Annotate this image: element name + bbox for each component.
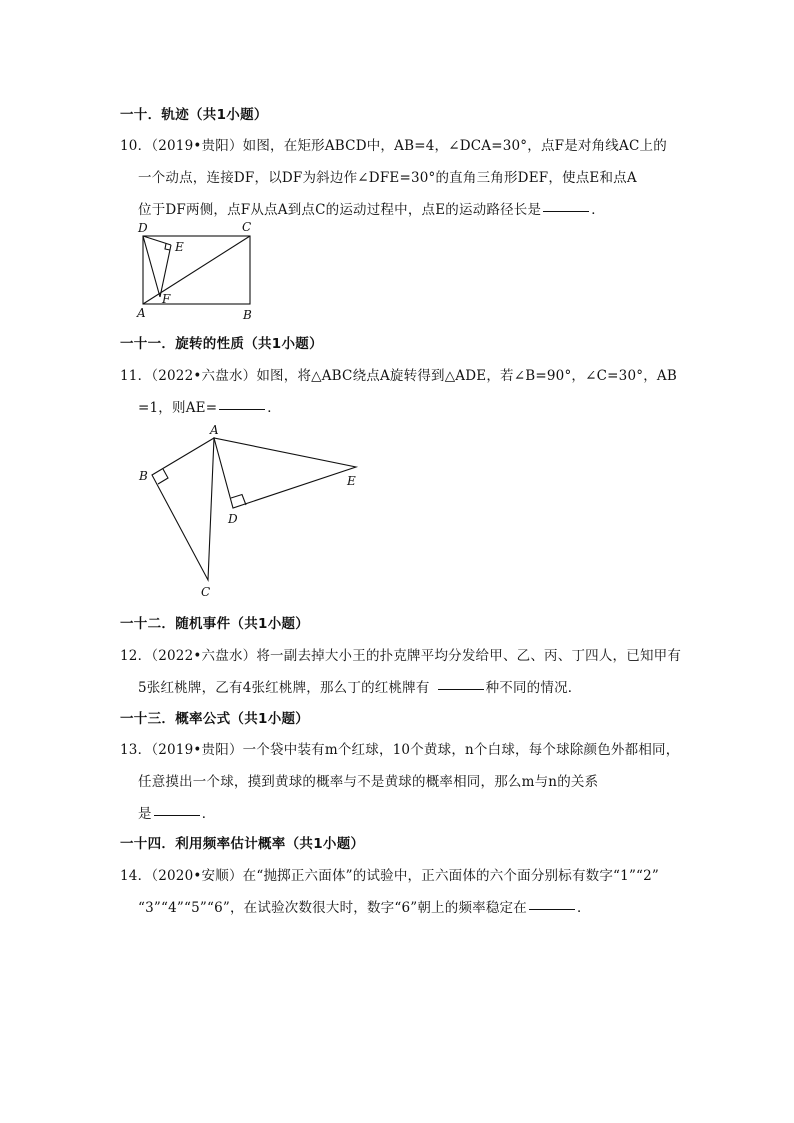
right-angle-mark-b [158,469,168,484]
answer-blank-12[interactable] [438,688,484,690]
question-11-line-2-end: ． [267,400,281,416]
label-c: C [242,220,252,234]
question-10-line-3-text: 位于DF两侧，点F从点A到点C的运动过程中，点E的运动路径长是 [138,202,542,218]
section-title-trajectory: 一十．轨迹（共1小题） [120,107,268,123]
section-title-random-event: 一十二．随机事件（共1小题） [120,616,310,632]
segment-df [143,236,160,297]
question-13-line-3-text: 是 [138,806,152,822]
label-d2: D [228,512,238,526]
label-b: B [243,308,252,322]
label-b2: B [139,469,148,483]
label-e2: E [347,474,356,488]
question-13-line-1: 13．（2019•贵阳）一个袋中装有m个红球，10个黄球，n个白球，每个球除颜色外都相同， [120,742,680,758]
answer-blank-13[interactable] [154,814,200,816]
answer-blank-14[interactable] [529,908,575,910]
label-a: A [137,306,146,320]
triangle-ade [214,438,356,508]
question-14-line-2-end: ． [576,900,591,916]
question-13-line-2: 任意摸出一个球，摸到黄球的概率与不是黄球的概率相同，那么m与n的关系 [138,774,599,790]
question-13-line-3-end: ． [201,806,216,822]
question-10-line-2: 一个动点，连接DF，以DF为斜边作∠DFE=30°的直角三角形DEF，使点E和点A [138,170,637,186]
answer-blank-10[interactable] [543,210,589,212]
section-title-probability-formula: 一十三．概率公式（共1小题） [120,711,310,727]
section-title-rotation: 一十一．旋转的性质（共1小题） [120,336,323,352]
answer-blank-11[interactable] [219,408,265,410]
question-10-line-1: 10．（2019•贵阳）如图，在矩形ABCD中，AB=4，∠DCA=30°，点F是对角线AC上的 [120,138,667,154]
question-10-line-3 [138,198,605,218]
question-11-line-2-text: =1，则AE= [138,400,218,416]
figure-rectangle-abcd [130,218,270,323]
question-14-line-1: 14．（2020•安顺）在“抛掷正六面体”的试验中，正六面体的六个面分别标有数字“1”“2” [120,868,660,884]
label-c2: C [201,585,211,599]
segment-de [143,236,171,245]
question-12-line-2 [138,676,581,696]
question-11-line-1: 11．（2022•六盘水）如图，将△ABC绕点A旋转得到△ADE，若∠B=90°，∠C=30°，AB [120,368,677,384]
question-12-line-2-text: 5张红桃牌，乙有4张红桃牌，那么丁的红桃牌有 [138,680,430,696]
question-12-line-1: 12．（2022•六盘水）将一副去掉大小王的扑克牌平均分发给甲、乙、丙、丁四人，已知甲有 [120,648,682,664]
label-a2: A [210,423,219,437]
question-14-line-2 [138,896,591,916]
label-f: F [162,292,171,306]
question-10-line-3-end: ． [591,202,605,218]
question-11-line-2 [138,396,281,416]
question-13-line-3 [138,802,215,822]
figure-rotation-triangles [130,420,370,600]
triangle-abc [152,438,214,580]
section-title-frequency-estimate: 一十四．利用频率估计概率（共1小题） [120,836,365,852]
label-e: E [175,240,184,254]
right-angle-mark-d [231,495,246,506]
question-14-line-2-text: “3”“4”“5”“6”，在试验次数很大时，数字“6”朝上的频率稳定在 [138,900,527,916]
label-d: D [138,221,148,235]
question-12-line-2-end: 种不同的情况． [485,680,582,696]
